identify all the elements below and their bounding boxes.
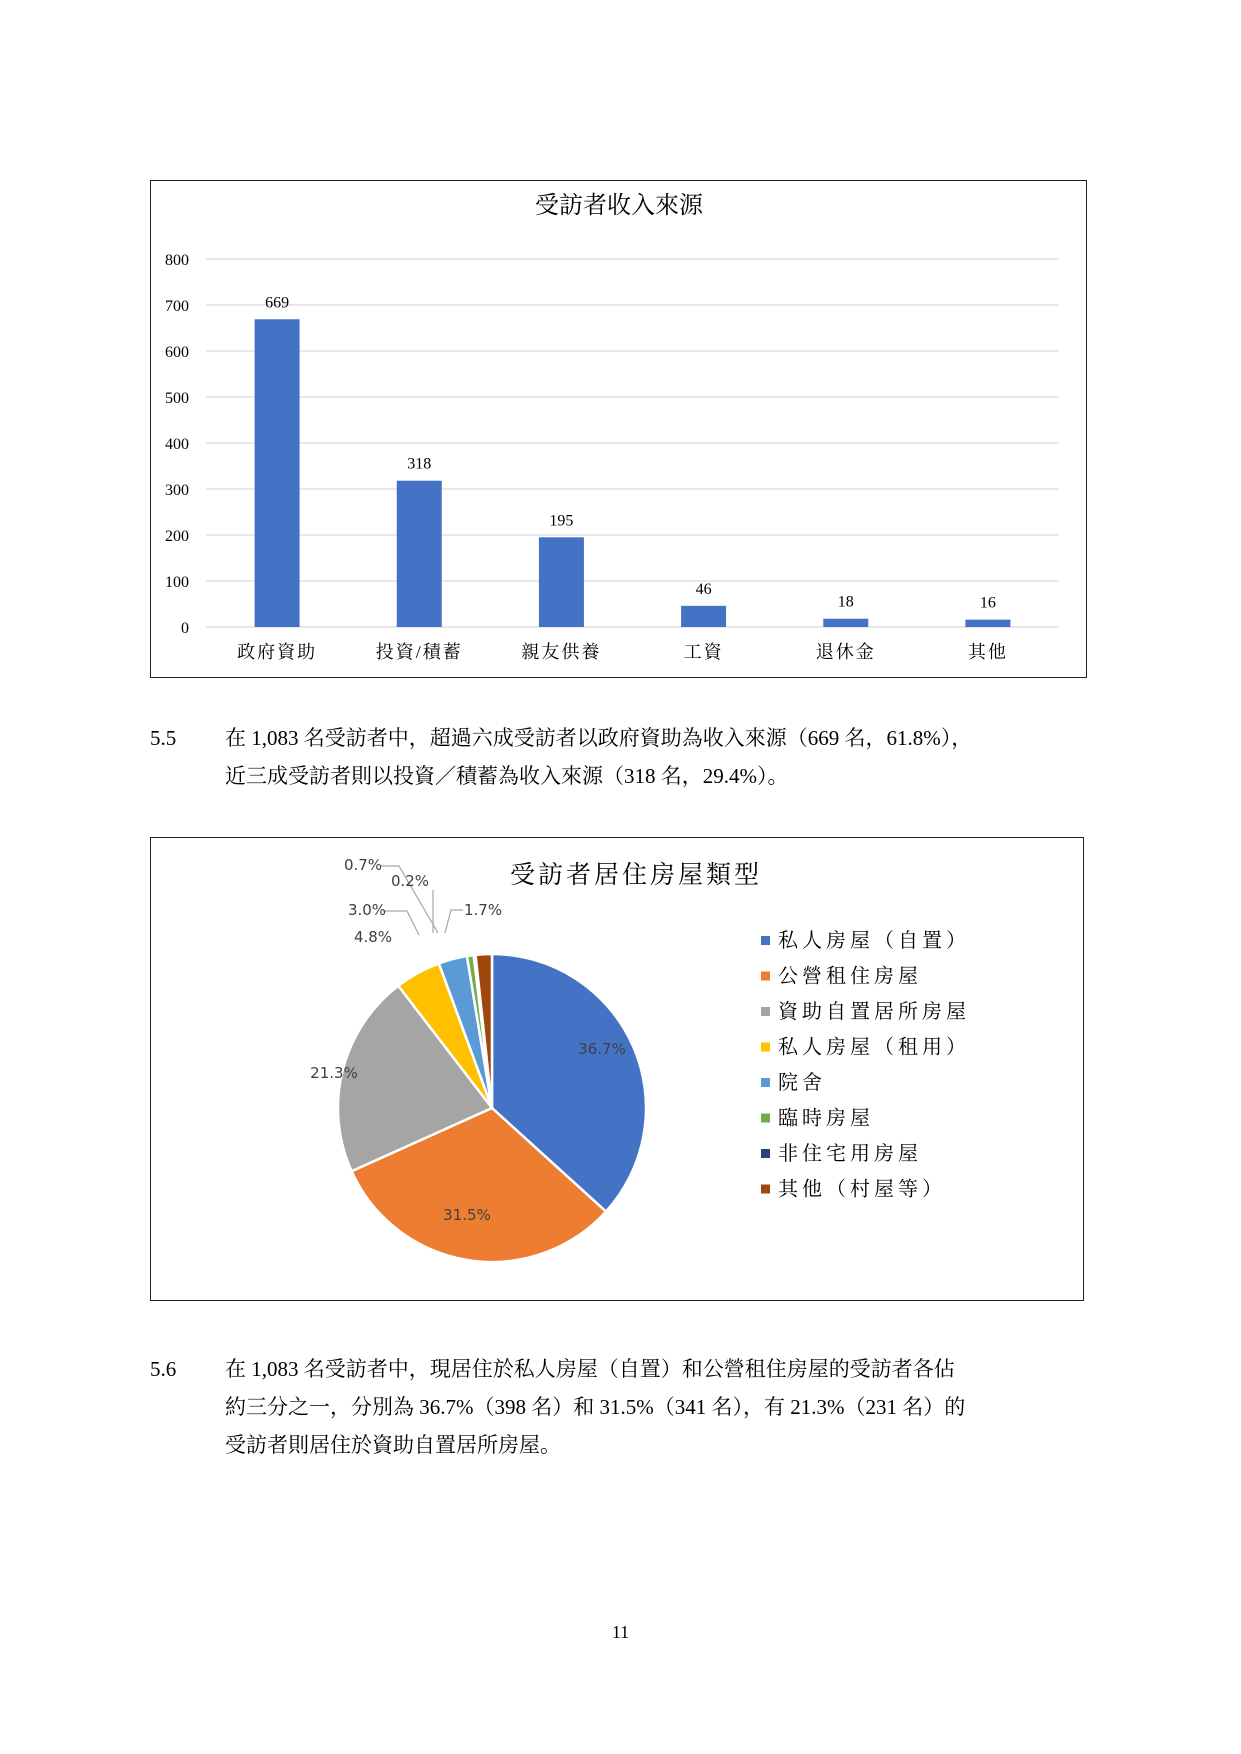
paragraph-line: 在 1,083 名受訪者中，現居住於私人房屋（自置）和公營租住房屋的受訪者各佔 <box>225 1357 955 1381</box>
x-category-label: 投資/積蓄 <box>375 642 463 662</box>
bar <box>681 606 726 627</box>
y-tick-label: 700 <box>165 298 189 315</box>
legend-label: 臨時房屋 <box>778 1107 874 1130</box>
paragraph-line: 在 1,083 名受訪者中，超過六成受訪者以政府資助為收入來源（669 名，61.8%）， <box>225 726 973 750</box>
paragraph-number: 5.6 <box>150 1357 177 1381</box>
legend-swatch <box>761 1078 770 1087</box>
chart-title: 受訪者居住房屋類型 <box>509 862 763 889</box>
slice-data-label: 0.7% <box>343 856 383 874</box>
legend-label: 私人房屋（自置） <box>778 930 970 952</box>
slice-data-label: 4.8% <box>353 928 393 946</box>
legend-swatch <box>761 1114 770 1123</box>
slice-data-label: 0.2% <box>390 872 430 890</box>
page-number: 11 <box>611 1622 630 1642</box>
legend-swatch <box>761 936 770 945</box>
bar <box>397 481 442 627</box>
x-category-label: 退休金 <box>815 642 876 662</box>
bar-data-label: 16 <box>979 594 996 612</box>
paragraph-number: 5.5 <box>150 726 177 750</box>
pie-chart-canvas <box>151 838 1085 1302</box>
legend-swatch <box>761 1149 770 1158</box>
y-tick-label: 800 <box>165 252 189 269</box>
legend-label: 公營租住房屋 <box>778 965 922 988</box>
bar <box>539 537 584 627</box>
chart-title: 受訪者收入來源 <box>535 193 703 219</box>
bar-data-label: 46 <box>695 580 712 598</box>
bar <box>255 319 300 627</box>
legend-label: 私人房屋（租用） <box>778 1036 970 1059</box>
y-tick-label: 500 <box>165 390 189 407</box>
slice-data-label: 3.0% <box>347 901 387 919</box>
slice-data-label: 31.5% <box>443 1206 491 1224</box>
bar <box>965 620 1010 627</box>
paragraph-line: 近三成受訪者則以投資／積蓄為收入來源（318 名，29.4%）。 <box>225 764 789 788</box>
income-source-chart <box>150 180 1087 678</box>
bar-chart-canvas <box>151 181 1088 679</box>
bar-data-label: 18 <box>837 593 854 611</box>
legend-swatch <box>761 972 770 981</box>
x-category-label: 親友供養 <box>521 642 602 662</box>
x-category-label: 其他 <box>967 642 1008 662</box>
leader-line <box>445 910 463 933</box>
housing-type-chart <box>150 837 1084 1301</box>
slice-data-label: 21.3% <box>310 1064 358 1082</box>
slice-data-label: 36.7% <box>578 1040 626 1058</box>
paragraph-line: 受訪者則居住於資助自置居所房屋。 <box>225 1433 561 1457</box>
bar-data-label: 669 <box>265 294 290 312</box>
bar-data-label: 318 <box>407 455 432 473</box>
legend-swatch <box>761 1007 770 1016</box>
legend-label: 非住宅用房屋 <box>778 1143 922 1165</box>
legend-label: 資助自置居所房屋 <box>778 1001 970 1023</box>
y-tick-label: 600 <box>165 344 189 361</box>
y-tick-label: 300 <box>165 482 189 499</box>
paragraph-line: 約三分之一，分別為 36.7%（398 名）和 31.5%（341 名），有 21.3%（231 名）的 <box>225 1395 966 1419</box>
x-category-label: 政府資助 <box>237 642 318 662</box>
y-tick-label: 200 <box>165 528 189 545</box>
x-category-label: 工資 <box>683 642 724 662</box>
legend-label: 其他（村屋等） <box>778 1178 946 1201</box>
slice-data-label: 1.7% <box>464 901 503 919</box>
legend-swatch <box>761 1185 770 1194</box>
y-tick-label: 0 <box>181 620 189 637</box>
bar <box>823 619 868 627</box>
y-tick-label: 400 <box>165 436 189 453</box>
legend-label: 院舍 <box>778 1072 826 1094</box>
bar-data-label: 195 <box>549 512 574 530</box>
y-tick-label: 100 <box>165 574 189 591</box>
legend-swatch <box>761 1043 770 1052</box>
